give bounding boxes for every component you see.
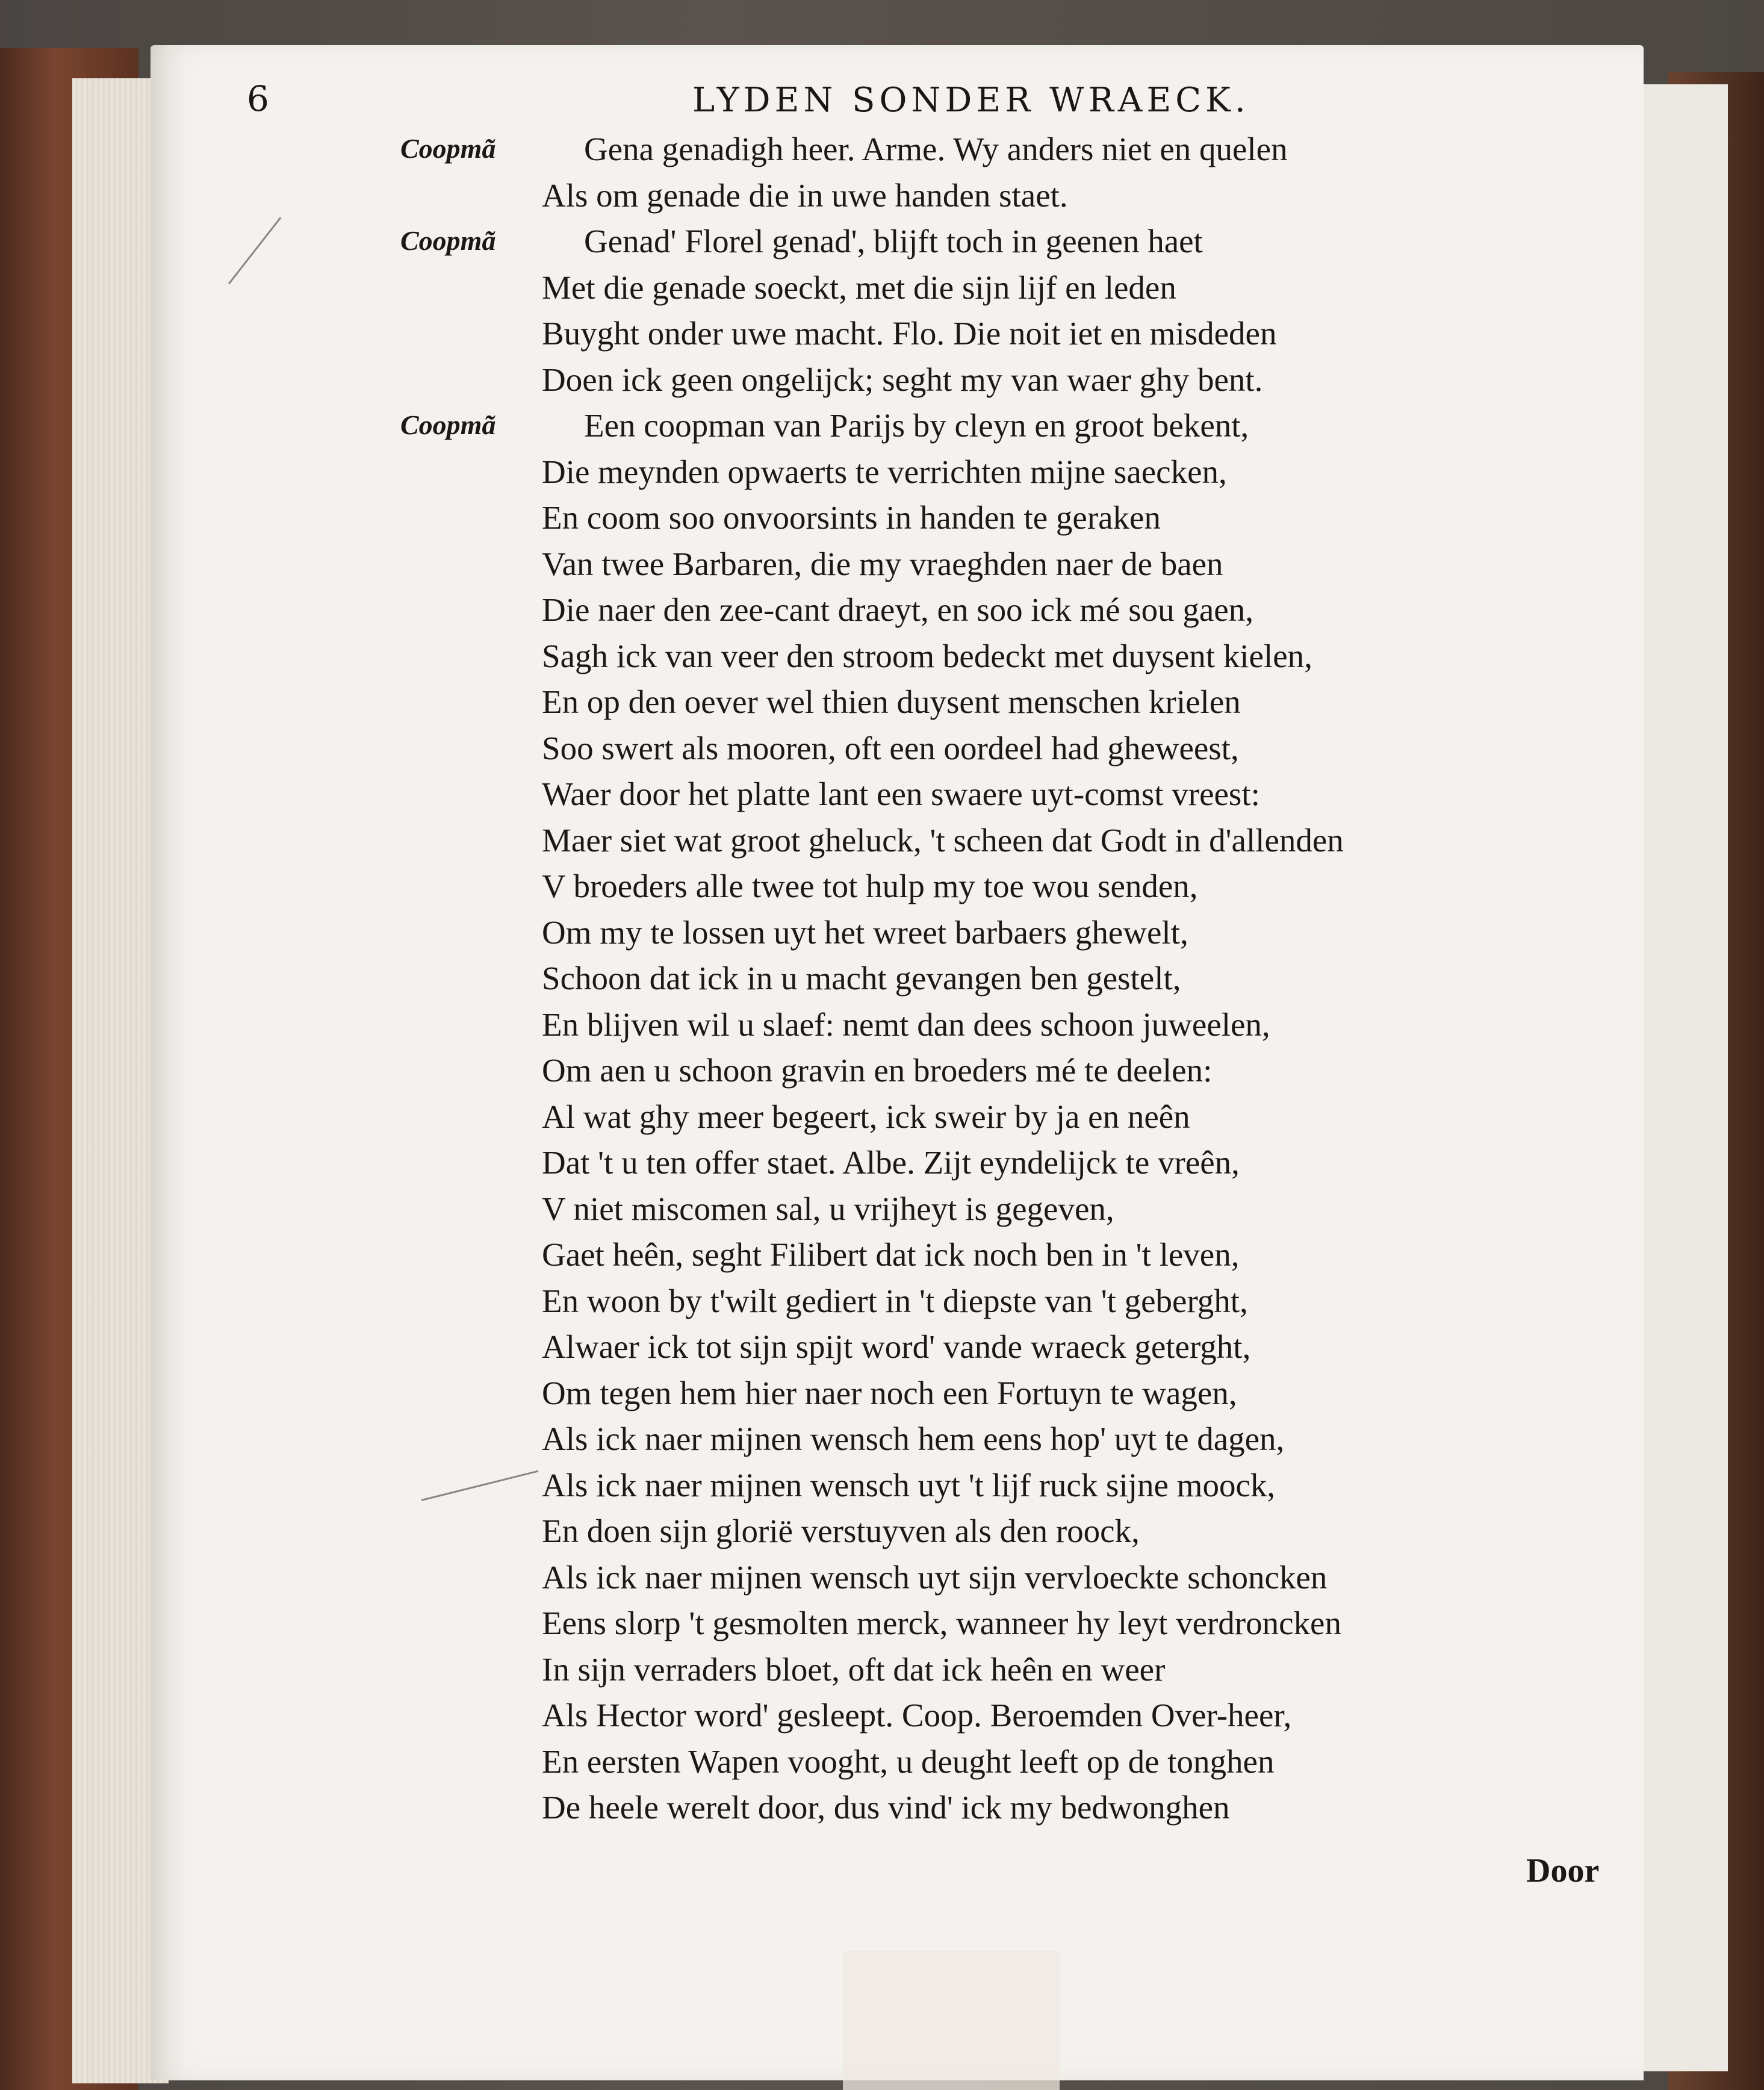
verse-line: Al wat ghy meer begeert, ick sweir by ja en neên [542,1098,1190,1135]
verse-line: En coom soo onvoorsints in handen te geraken [542,499,1161,536]
verse-line: Een coopman van Parijs by cleyn en groot bekent, [584,407,1249,444]
verse-line: Genad' Florel genad', blijft toch in geenen haet [584,223,1203,260]
speaker-label: Coopmã [400,409,496,440]
verse-line: Gaet heên, seght Filibert dat ick noch ben in 't leven, [542,1236,1240,1273]
verse-line: En woon by t'wilt gediert in 't diepste van 't geberght, [542,1282,1248,1319]
verse-line: V niet miscomen sal, u vrijheyt is gegeven, [542,1190,1114,1227]
verse-line: En op den oever wel thien duysent menschen krielen [542,683,1241,720]
running-head [247,78,1589,132]
verse-line: Als ick naer mijnen wensch hem eens hop' uyt te dagen, [542,1420,1285,1457]
verse-line: Waer door het platte lant een swaere uyt-comst vreest: [542,776,1260,812]
speaker-label: Coopmã [400,133,496,164]
verse-line: Maer siet wat groot gheluck, 't scheen dat Godt in d'allenden [542,821,1344,859]
speaker-label: Coopmã [400,225,496,256]
verse-line: Doen ick geen ongelijck; seght my van waer ghy bent. [542,361,1263,398]
verse-line: Als Hector word' gesleept. Coop. Beroemden Over-heer, [542,1697,1292,1734]
verse-line: Als om genade die in uwe handen staet. [542,176,1068,214]
verse-line: Om my te lossen uyt het wreet barbaers ghewelt, [542,913,1188,951]
verse-line: Schoon dat ick in u macht gevangen ben gestelt, [542,960,1181,997]
verse-line: V broeders alle twee tot hulp my toe wou senden, [542,868,1198,904]
verse-line: In sijn verraders bloet, oft dat ick heên en weer [542,1650,1166,1688]
verse-line: De heele werelt door, dus vind' ick my bedwonghen [542,1789,1230,1826]
verse-line: Buyght onder uwe macht. Flo. Die noit iet en misdeden [542,315,1277,352]
verse-line: Die meynden opwaerts te verrichten mijne saecken, [542,453,1227,490]
verse-line: Van twee Barbaren, die my vraeghden naer de baen [542,545,1223,582]
verse-line: Om tegen hem hier naer noch een Fortuyn te wagen, [542,1374,1237,1411]
verse-line: Als ick naer mijnen wensch uyt 't lijf ruck sijne moock, [542,1466,1276,1504]
page-title: LYDEN SONDER WRAECK. [692,81,1250,120]
verse-line: Dat 't u ten offer staet. Albe. Zijt eyndelijck te vreên, [542,1144,1240,1181]
verse-line: En doen sijn glorië verstuyven als den roock, [542,1513,1140,1549]
verse-line: Om aen u schoon gravin en broeders mé te deelen: [542,1052,1213,1089]
verse-line: Eens slorp 't gesmolten merck, wanneer hy leyt verdroncken [542,1605,1341,1641]
verse-line: Soo swert als mooren, oft een oordeel had gheweest, [542,729,1239,767]
tape-strip [843,1951,1060,2090]
page-number: 6 [247,78,269,119]
verse-line: Als ick naer mijnen wensch uyt sijn vervloeckte schoncken [542,1558,1328,1596]
verse-line: Sagh ick van veer den stroom bedeckt met duysent kielen, [542,637,1312,674]
verse-line: Met die genade soeckt, met die sijn lijf en leden [542,269,1176,306]
verse-line: Die naer den zee-cant draeyt, en soo ick mé sou gaen, [542,591,1253,628]
verse-line: En blijven wil u slaef: nemt dan dees schoon juweelen, [542,1006,1270,1043]
verse-line: Gena genadigh heer. Arme. Wy anders niet en quelen [584,131,1288,167]
verse-line: Alwaer ick tot sijn spijt word' vande wraeck geterght, [542,1328,1251,1365]
verse-line: En eersten Wapen vooght, u deught leeft op de tonghen [542,1743,1275,1780]
catchword: Door [1526,1852,1600,1889]
